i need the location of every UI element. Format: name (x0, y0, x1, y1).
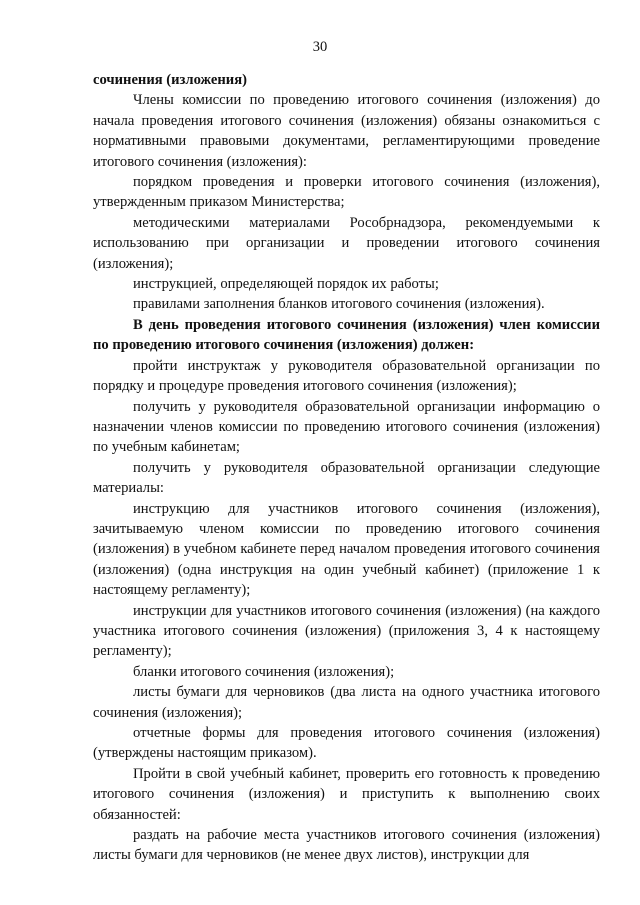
paragraph: листы бумаги для черновиков (два листа на одного участника итогового сочинения (изложения); (93, 684, 600, 721)
paragraph: методическими материалами Рособрнадзора, рекомендуемыми к использованию при организации и проведении итогового сочинения (изложения); (93, 214, 600, 272)
paragraph: получить у руководителя образовательной организации следующие материалы: (93, 459, 600, 497)
paragraph: пройти инструктаж у руководителя образовательной организации по порядку и процедуре проведения итогового сочинения (изложения); (93, 357, 600, 395)
paragraph: правилами заполнения бланков итогового сочинения (изложения). (133, 296, 545, 313)
paragraph: отчетные формы для проведения итогового сочинения (изложения) (утверждены настоящим приказом). (93, 725, 600, 762)
paragraph: получить у руководителя образовательной организации информацию о назначении членов комиссии по проведению итогового сочинения (изложения) по учебным кабинетам; (93, 398, 600, 456)
paragraph: инструкцию для участников итогового сочинения (изложения), зачитываемую членом комиссии по проведению итогового сочинения (изложения) в учебном кабинете перед началом проведения итогового сочинения (изложения) (одна инструкция на один учебный кабинет) (приложение 1 к настоящему регламенту); (93, 500, 600, 599)
paragraph: инструкции для участников итогового сочинения (изложения) (на каждого участника итогового сочинения (изложения) (приложения 3, 4 к настоящему регламенту); (93, 602, 600, 660)
page-number: 30 (312, 39, 328, 55)
paragraph: порядком проведения и проверки итогового сочинения (изложения), утвержденным приказом Министерства; (93, 174, 600, 211)
paragraph-heading-continuation: сочинения (изложения) (93, 72, 247, 88)
document-body (93, 70, 600, 866)
paragraph: Члены комиссии по проведению итогового сочинения (изложения) до начала проведения итогового сочинения (изложения) обязаны ознакомиться с нормативными правовыми документами, регламентирующими проведение итогового сочинения (изложения): (93, 92, 600, 170)
paragraph: Пройти в свой учебный кабинет, проверить его готовность к проведению итогового сочинения (изложения) и приступить к выполнению своих обязанностей: (93, 765, 600, 823)
paragraph: бланки итогового сочинения (изложения); (133, 663, 395, 680)
paragraph: инструкцией, определяющей порядок их работы; (133, 276, 439, 293)
paragraph: раздать на рабочие места участников итогового сочинения (изложения) листы бумаги для черновиков (не менее двух листов), инструкции для (93, 827, 600, 864)
paragraph-bold-heading: В день проведения итогового сочинения (изложения) член комиссии по проведению итогового сочинения (изложения) должен: (93, 316, 600, 354)
